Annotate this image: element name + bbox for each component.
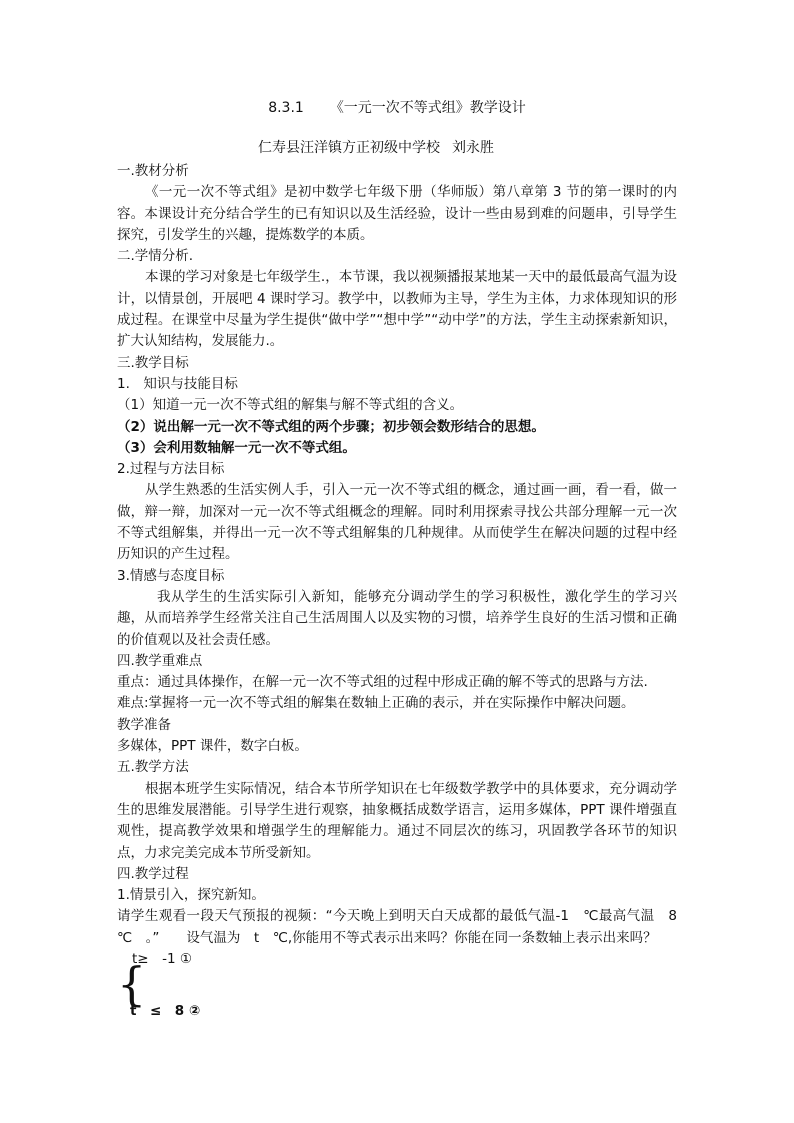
section-heading-preparation: 教学准备 bbox=[117, 716, 171, 733]
inequality-1: t≥ -1 ① bbox=[132, 950, 192, 967]
section-heading-key-difficult: 四.教学重难点 bbox=[117, 652, 203, 669]
school-name: 仁寿县汪洋镇方正初级中学校 bbox=[258, 140, 440, 156]
author-line bbox=[258, 139, 494, 157]
goal-heading-process-method: 2.过程与方法目标 bbox=[117, 461, 225, 478]
paragraph-teaching-methods: 根据本班学生实际情况，结合本节所学知识在七年级数学教学中的具体要求，充分调动学生的思维发展潜能。引导学生进行观察，抽象概括成数学语言，运用多媒体，PPT 课件增强直观性，提高教学效果和增强学生的理解能力。通过不同层次的练习，巩固教学各环节的知识点，力求完美完成本节所受新知。 bbox=[117, 780, 677, 861]
goal-heading-emotion-attitude: 3.情感与态度目标 bbox=[117, 567, 225, 584]
goal-item-2: （2）说出解一元一次不等式组的两个步骤；初步领会数形结合的思想。 bbox=[117, 418, 545, 435]
section-heading-textbook-analysis: 一.教材分析 bbox=[117, 163, 189, 179]
inequality-2: t ≤ 8 ② bbox=[130, 1002, 201, 1019]
section-heading-teaching-process: 四.教学过程 bbox=[117, 865, 189, 882]
inequality-system bbox=[117, 949, 677, 1021]
section-number: 8.3.1 bbox=[268, 100, 304, 116]
left-brace-icon: { bbox=[117, 956, 147, 1011]
goal-item-1: （1）知道一元一次不等式组的解集与解不等式组的含义。 bbox=[117, 397, 464, 414]
document-title bbox=[0, 99, 794, 117]
key-point-text: 重点：通过具体操作，在解一元一次不等式组的过程中形成正确的解不等式的思路与方法. bbox=[117, 674, 648, 691]
author-name: 刘永胜 bbox=[452, 140, 494, 156]
paragraph-emotion-attitude: 我从学生的生活实际引入新知，能够充分调动学生的学习积极性，激化学生的学习兴趣，从而培养学生经常关注自己生活周围人以及实物的习惯，培养学生良好的生活习惯和正确的价值观以及社会责任感。 bbox=[117, 588, 677, 648]
step-heading-introduction: 1.情景引入，探究新知。 bbox=[117, 887, 265, 904]
preparation-text: 多媒体，PPT 课件，数字白板。 bbox=[117, 738, 308, 755]
difficult-point-text: 难点:掌握将一元一次不等式组的解集在数轴上正确的表示，并在实际操作中解决问题。 bbox=[117, 695, 635, 712]
paragraph-textbook-analysis: 《一元一次不等式组》是初中数学七年级下册（华师版）第八章第 3 节的第一课时的内容。本课设计充分结合学生的已有知识以及生活经验，设计一些由易到难的问题串，引导学生探究，引发学生的兴趣，提炼数学的本质。 bbox=[117, 184, 677, 243]
paragraph-process-method: 从学生熟悉的生活实例人手，引入一元一次不等式组的概念，通过画一画，看一看，做一做，辩一辩，加深对一元一次不等式组概念的理解。同时利用探索寻找公共部分理解一元一次不等式组解集，并得出一元一次不等式组解集的几种规律。从而使学生在解决问题的过程中经历知识的产生过程。 bbox=[117, 482, 677, 563]
goal-item-3: （3）会利用数轴解一元一次不等式组。 bbox=[117, 439, 356, 456]
document-body bbox=[117, 161, 691, 1021]
section-heading-teaching-goals: 三.教学目标 bbox=[117, 354, 189, 371]
goal-heading-knowledge-skills: 1. 知识与技能目标 bbox=[117, 375, 238, 392]
title-text: 《一元一次不等式组》教学设计 bbox=[329, 100, 526, 116]
paragraph-introduction: 请学生观看一段天气预报的视频：“今天晚上到明天白天成都的最低气温-1 ℃最高气温 8 ℃ 。” 设气温为 t ℃,你能用不等式表示出来吗？你能在同一条数轴上表示出来吗？ bbox=[117, 908, 691, 946]
paragraph-student-analysis: 本课的学习对象是七年级学生.，本节课，我以视频播报某地某一天中的最低最高气温为设计，以情景创，开展吧 4 课时学习。教学中，以教师为主导，学生为主体，力求体现知识的形成过程。在课堂中尽量为学生提供“做中学”“想中学”“动中学”的方法，学生主动探索新知识，扩大认知结构，发展能力.。 bbox=[117, 269, 677, 350]
section-heading-teaching-methods: 五.教学方法 bbox=[117, 759, 189, 776]
section-heading-student-analysis: 二.学情分析. bbox=[117, 248, 194, 265]
